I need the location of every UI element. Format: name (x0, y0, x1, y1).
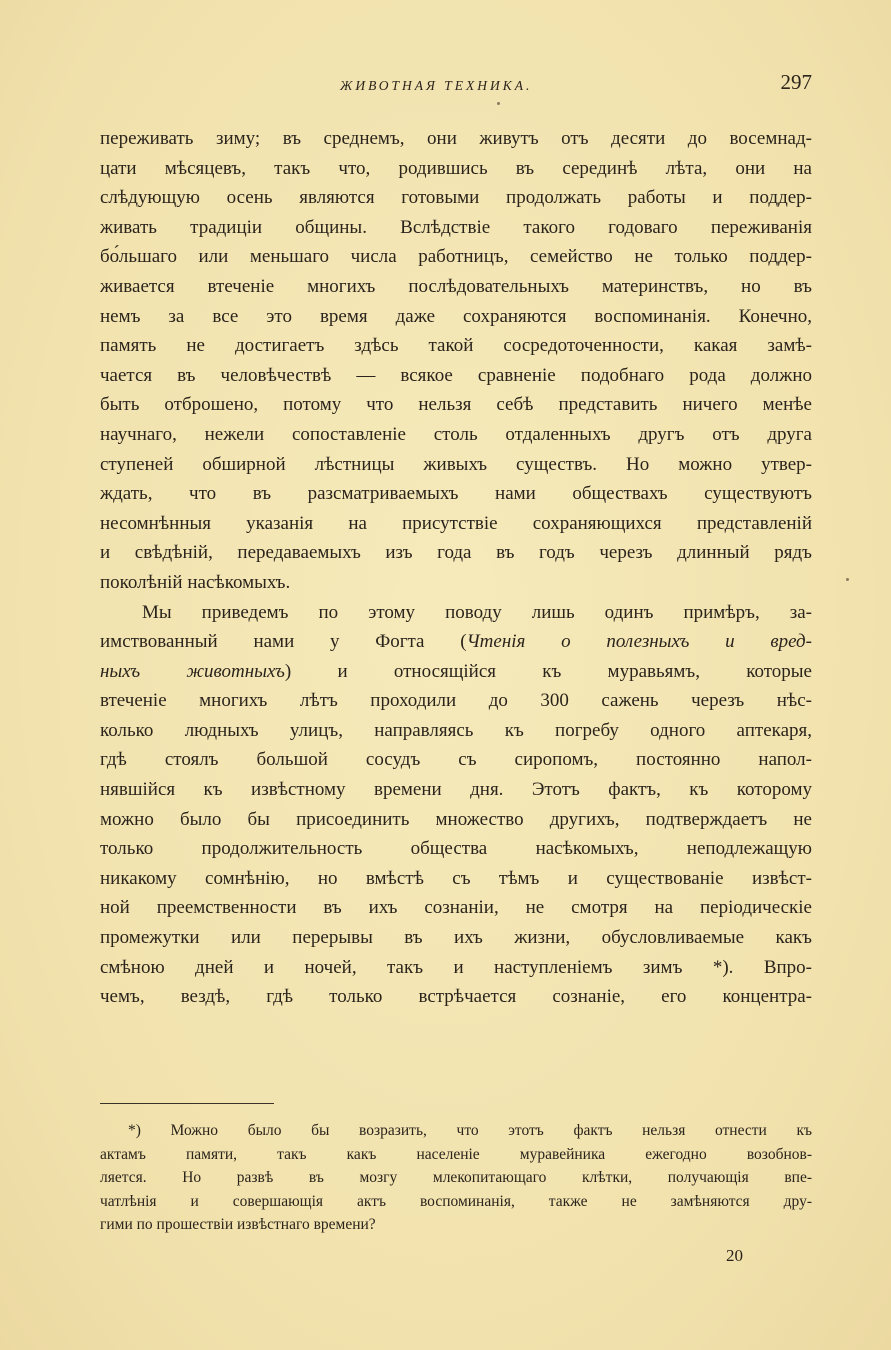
text-line: колько людныхъ улицъ, направляясь къ погребу одного аптекаря, (100, 719, 812, 741)
main-text (100, 124, 812, 1012)
ink-speck (846, 578, 849, 581)
footnote (100, 1119, 812, 1237)
running-title: ЖИВОТНАЯ ТЕХНИКА. (340, 78, 533, 93)
text-line: и свѣдѣній, передаваемыхъ изъ года въ годъ черезъ длинный рядъ (100, 542, 812, 564)
text-line: переживать зиму; въ среднемъ, они живутъ отъ десяти до восемнад- (100, 128, 812, 149)
book-title-italic: Чтенія о полезныхъ и вред- (466, 631, 812, 653)
text-line: память не достигаетъ здѣсь такой сосредоточенности, какая замѣ- (100, 335, 812, 357)
text-line: промежутки или перерывы въ ихъ жизни, обусловливаемые какъ (100, 927, 812, 949)
text-run: имствованный нами у Фогта ( (100, 631, 467, 653)
text-line: смѣною дней и ночей, такъ и наступленіемъ зимъ *). Впро- (100, 956, 812, 978)
text-line: нявшійся къ извѣстному времени дня. Этотъ фактъ, къ которому (100, 779, 812, 801)
text-line: никакому сомнѣнію, но вмѣстѣ съ тѣмъ и существованіе извѣст- (100, 867, 812, 889)
text-line: бо́льшаго или меньшаго числа работницъ, семейство не только поддер- (100, 246, 812, 268)
text-line: ной преемственности въ ихъ сознаніи, не смотря на періодическіе (100, 897, 812, 919)
footnote-line: *) Можно было бы возразить, что этотъ фактъ нельзя отнести къ (128, 1122, 812, 1139)
text-line: гдѣ стоялъ большой сосудъ съ сиропомъ, постоянно напол- (100, 749, 812, 771)
text-line: слѣдующую осень являются готовыми продолжать работы и поддер- (100, 187, 812, 209)
paragraph-1 (100, 124, 812, 598)
footnote-divider (100, 1103, 274, 1104)
text-line: немъ за все это время даже сохраняются воспоминанія. Конечно, (100, 305, 812, 327)
text-line: Мы приведемъ по этому поводу лишь одинъ примѣръ, за- (142, 601, 812, 623)
text-line (100, 657, 812, 687)
text-line: ступеней обширной лѣстницы живыхъ существъ. Но можно утвер- (100, 453, 812, 475)
paragraph-2 (100, 598, 812, 1012)
book-title-italic: ныхъ животныхъ (100, 660, 285, 682)
text-line: живать традиціи общины. Вслѣдствіе такого годоваго переживанія (100, 216, 812, 238)
text-line: чается въ человѣчествѣ — всякое сравненіе подобнаго рода должно (100, 364, 812, 386)
footnote-line: гими по прошествіи извѣстнаго времени? (100, 1216, 376, 1233)
text-line: несомнѣнныя указанія на присутствіе сохраняющихся представленій (100, 512, 812, 534)
text-line: живается втеченіе многихъ послѣдовательныхъ материнствъ, но въ (100, 275, 812, 297)
text-line: только продолжительность общества насѣкомыхъ, неподлежащую (100, 838, 812, 860)
text-line: втеченіе многихъ лѣтъ проходили до 300 сажень черезъ нѣс- (100, 690, 812, 712)
text-line: поколѣній насѣкомыхъ. (100, 571, 291, 593)
page-header (100, 70, 812, 102)
text-line: ждать, что въ разсматриваемыхъ нами обществахъ существуютъ (100, 483, 812, 505)
text-run: ) и относящійся къ муравьямъ, которые (284, 660, 812, 682)
footnote-line: чатлѣнія и совершающія актъ воспоминанія, также не замѣняются дру- (100, 1192, 812, 1210)
footnote-line: ляется. Но развѣ въ мозгу млекопитающаго клѣтки, получающія впе- (100, 1169, 812, 1186)
text-line: цати мѣсяцевъ, такъ что, родившись въ серединѣ лѣта, они на (100, 157, 812, 179)
text-line: научнаго, нежели сопоставленіе столь отдаленныхъ другъ отъ друга (100, 423, 812, 445)
footnote-line: актамъ памяти, такъ какъ населеніе муравейника ежегодно возобнов- (100, 1145, 812, 1163)
printer-signature-mark: 20 (726, 1246, 743, 1265)
page-number: 297 (780, 70, 812, 94)
text-line: быть отброшено, потому что нельзя себѣ представить ничего менѣе (100, 394, 812, 416)
ink-speck (497, 102, 500, 105)
text-line: чемъ, вездѣ, гдѣ только встрѣчается сознаніе, его концентра- (100, 986, 812, 1008)
text-line (100, 627, 812, 657)
text-line: можно было бы присоединить множество другихъ, подтверждаетъ не (100, 808, 812, 830)
